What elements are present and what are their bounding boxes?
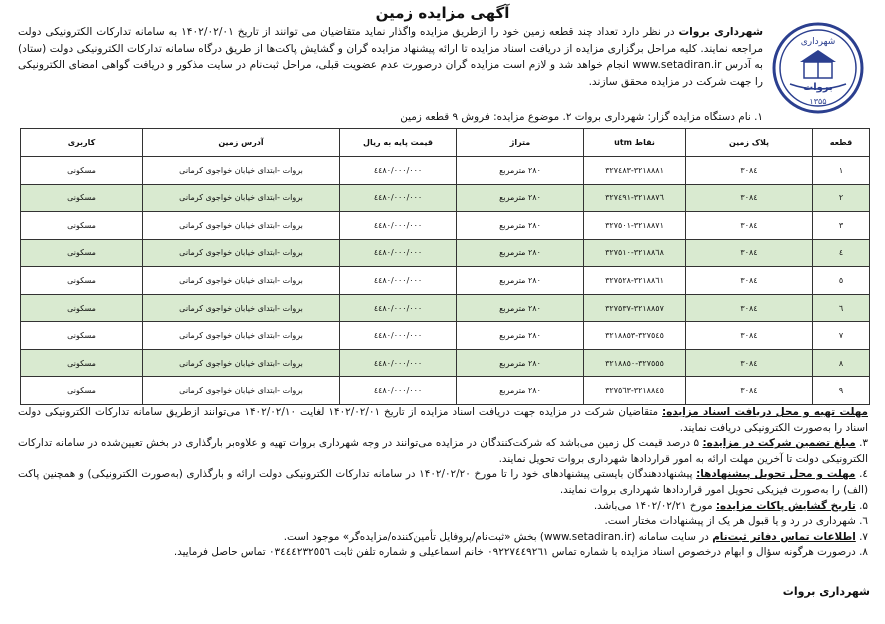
- cell-address: بروات -ابتدای خیابان خواجوی کرمانی: [143, 294, 340, 322]
- note-item: ۸. درصورت هرگونه سؤال و ابهام درخصوص اسناد مزایده با شماره تماس ۰۹۲۲۷٤٤۹۲٦۱ خانم اسماعیلی و شماره تلفن ثابت ۰۳٤٤٤۲۳۲٥٥٦ تماس حاصل فرمایید.: [173, 546, 868, 559]
- cell-usage: مسکونی: [21, 212, 143, 240]
- cell-utm: ۳۲۷٥٦۳-۳۲۱۸۸٤٥: [584, 377, 686, 405]
- signature: شهرداری بروات: [782, 585, 870, 598]
- table-row: [21, 157, 870, 185]
- cell-address: بروات -ابتدای خیابان خواجوی کرمانی: [143, 322, 340, 350]
- cell-usage: مسکونی: [21, 157, 143, 185]
- auction-notes: [18, 405, 868, 561]
- cell-usage: مسکونی: [21, 239, 143, 267]
- org-name: شهرداری بروات: [678, 26, 763, 38]
- note-item: ۵. تاریخ گشایش پاکات مزایده: مورخ ۱۴۰۲/۰۲/۲۱ می‌باشد.: [593, 499, 868, 512]
- cell-plaque: ۳۰۸٤: [686, 184, 813, 212]
- cell-utm: ۳۲۷٥٤٥-۳۲۱۸۸٥۳: [584, 322, 686, 350]
- cell-piece: ۳: [813, 212, 870, 240]
- table-row: [21, 349, 870, 377]
- cell-piece: ۹: [813, 377, 870, 405]
- table-row: [21, 377, 870, 405]
- cell-plaque: ۳۰۸٤: [686, 349, 813, 377]
- cell-piece: ٥: [813, 267, 870, 295]
- cell-price: ٤٤٨۰/۰۰۰/۰۰۰: [340, 322, 457, 350]
- cell-utm: ۳۲۷٥۱۰-۳۲۱۸۸٦۸: [584, 239, 686, 267]
- cell-utm: ۳۲۷٥٥٥-۳۲۱۸۸٥۰: [584, 349, 686, 377]
- cell-plaque: ۳۰۸٤: [686, 157, 813, 185]
- table-row: [21, 322, 870, 350]
- cell-price: ٤٤٨۰/۰۰۰/۰۰۰: [340, 212, 457, 240]
- cell-usage: مسکونی: [21, 184, 143, 212]
- table-row: [21, 212, 870, 240]
- cell-plaque: ۳۰۸٤: [686, 377, 813, 405]
- cell-price: ٤٤٨۰/۰۰۰/۰۰۰: [340, 239, 457, 267]
- cell-area: ۲۸۰ مترمربع: [457, 212, 584, 240]
- table-row: [21, 267, 870, 295]
- cell-utm: ۳۲۷٥۳۷-۳۲۱۸۸٥۷: [584, 294, 686, 322]
- header-area: متراژ: [457, 129, 584, 157]
- intro-text: در نظر دارد تعداد چند قطعه زمین خود را ازطریق مزایده واگذار نماید متقاضیان می توانند از تاریخ ۱۴۰۲/۰۲/۰۱ به سامانه تدارکات الکترونیکی دولت مراجعه نمایند. کلیه مراحل برگزاری مزایده از دریافت اسناد مزایده تا ارائه پیشنهاد مزایده گران و گشایش پاکت‌ها از طریق درگاه سامانه تدارکات الکترونیکی دولت (ستاد) به آدرس www.setadiran.ir انجام خواهد شد و لازم است مزایده گران درصورت عدم عضویت قبلی، مراحل ثبت‌نام در سایت مذکور و دریافت گواهی امضای الکترونیکی را جهت شرکت در مزایده محقق سازند.: [18, 26, 763, 88]
- cell-piece: ۷: [813, 322, 870, 350]
- cell-address: بروات -ابتدای خیابان خواجوی کرمانی: [143, 349, 340, 377]
- note-item: ٦. شهرداری در رد و یا قبول هر یک از پیشنهادات مختار است.: [604, 515, 868, 528]
- cell-address: بروات -ابتدای خیابان خواجوی کرمانی: [143, 184, 340, 212]
- note-item: ۳. مبلغ تضمین شرکت در مزایده: ۵ درصد قیمت کل زمین می‌باشد که شرکت‌کنندگان در مزایده می‌توانند در وجه شهرداری بروات تهیه و علاوه‌بر بارگذاری در بخش تعیین‌شده در سامانه تدارکات الکترونیکی دولت تا آخرین مهلت ارائه به امور قراردادها شهرداری بروات تحویل نمایند.: [18, 437, 868, 465]
- cell-address: بروات -ابتدای خیابان خواجوی کرمانی: [143, 239, 340, 267]
- header-piece: قطعه: [813, 129, 870, 157]
- cell-usage: مسکونی: [21, 267, 143, 295]
- cell-piece: ۱: [813, 157, 870, 185]
- cell-piece: ٦: [813, 294, 870, 322]
- cell-utm: ۳۲۷٤۸۳-۳۲۱۸۸۸۱: [584, 157, 686, 185]
- cell-usage: مسکونی: [21, 294, 143, 322]
- cell-plaque: ۳۰۸٤: [686, 239, 813, 267]
- cell-usage: مسکونی: [21, 377, 143, 405]
- header-plaque: پلاک زمین: [686, 129, 813, 157]
- cell-piece: ۲: [813, 184, 870, 212]
- cell-price: ٤٤٨۰/۰۰۰/۰۰۰: [340, 377, 457, 405]
- cell-address: بروات -ابتدای خیابان خواجوی کرمانی: [143, 157, 340, 185]
- cell-address: بروات -ابتدای خیابان خواجوی کرمانی: [143, 267, 340, 295]
- cell-plaque: ۳۰۸٤: [686, 267, 813, 295]
- table-row: [21, 294, 870, 322]
- cell-plaque: ۳۰۸٤: [686, 212, 813, 240]
- intro-paragraph: [18, 24, 763, 90]
- auction-subject-line: ۱. نام دستگاه مزایده گزار: شهرداری بروات ۲. موضوع مزایده: فروش ۹ قطعه زمین: [400, 111, 763, 123]
- seal-year: ۱۳۵۵: [809, 97, 827, 106]
- cell-piece: ۸: [813, 349, 870, 377]
- cell-price: ٤٤٨۰/۰۰۰/۰۰۰: [340, 349, 457, 377]
- cell-plaque: ۳۰۸٤: [686, 322, 813, 350]
- cell-price: ٤٤٨۰/۰۰۰/۰۰۰: [340, 267, 457, 295]
- cell-area: ۲۸۰ مترمربع: [457, 267, 584, 295]
- cell-plaque: ۳۰۸٤: [686, 294, 813, 322]
- table-header-row: [21, 129, 870, 157]
- header-address: آدرس زمین: [143, 129, 340, 157]
- header-price: قیمت پایه به ریال: [340, 129, 457, 157]
- cell-price: ٤٤٨۰/۰۰۰/۰۰۰: [340, 157, 457, 185]
- cell-area: ۲۸۰ مترمربع: [457, 239, 584, 267]
- cell-address: بروات -ابتدای خیابان خواجوی کرمانی: [143, 212, 340, 240]
- header-usage: کاربری: [21, 129, 143, 157]
- header-utm: نقاط utm: [584, 129, 686, 157]
- cell-area: ۲۸۰ مترمربع: [457, 322, 584, 350]
- seal-line1: شهرداری: [800, 37, 836, 47]
- seal-line2: بروات: [803, 82, 833, 93]
- cell-price: ٤٤٨۰/۰۰۰/۰۰۰: [340, 184, 457, 212]
- cell-utm: ۳۲۷٤۹۱-۳۲۱۸۸۷٦: [584, 184, 686, 212]
- cell-usage: مسکونی: [21, 322, 143, 350]
- cell-area: ۲۸۰ مترمربع: [457, 349, 584, 377]
- table-row: [21, 239, 870, 267]
- note-item: مهلت تهیه و محل دریافت اسناد مزایده: متقاضیان شرکت در مزایده جهت دریافت اسناد مزایده از تاریخ ۱۴۰۲/۰۲/۰۱ لغایت ۱۴۰۲/۰۲/۱۰ می‌توانند ازطریق سامانه تدارکات الکترونیکی دولت اسناد را به‌صورت الکترونیکی دریافت نمایند.: [18, 406, 868, 434]
- note-item: ۷. اطلاعات تماس دفاتر ثبت‌نام در سایت سامانه (www.setadiran.ir) بخش «ثبت‌نام/پروفایل تأمین‌کننده/مزایده‌گر» موجود است.: [283, 530, 868, 543]
- cell-utm: ۳۲۷٥۲۸-۳۲۱۸۸٦۱: [584, 267, 686, 295]
- cell-area: ۲۸۰ مترمربع: [457, 157, 584, 185]
- cell-area: ۲۸۰ مترمربع: [457, 377, 584, 405]
- land-parcels-table: [20, 128, 870, 405]
- cell-area: ۲۸۰ مترمربع: [457, 184, 584, 212]
- cell-piece: ٤: [813, 239, 870, 267]
- page-title: آگهی مزایده زمین: [375, 4, 510, 22]
- cell-address: بروات -ابتدای خیابان خواجوی کرمانی: [143, 377, 340, 405]
- cell-usage: مسکونی: [21, 349, 143, 377]
- note-item: ٤. مهلت و محل تحویل پیشنهادها: پیشنهاددهندگان بایستی پیشنهادهای خود را تا مورخ ۱۴۰۲/۰۲/۲۰ در سامانه تدارکات الکترونیکی دولت ارائه و بارگذاری (به‌صورت الکترونیکی) و همچنین پاکت (الف) را به‌صورت فیزیکی تحویل امور قراردادها شهرداری بروات نمایند.: [18, 468, 868, 496]
- table-row: [21, 184, 870, 212]
- cell-area: ۲۸۰ مترمربع: [457, 294, 584, 322]
- cell-price: ٤٤٨۰/۰۰۰/۰۰۰: [340, 294, 457, 322]
- cell-utm: ۳۲۷٥۰۱-۳۲۱۸۸۷۱: [584, 212, 686, 240]
- municipality-seal-logo: [772, 22, 864, 114]
